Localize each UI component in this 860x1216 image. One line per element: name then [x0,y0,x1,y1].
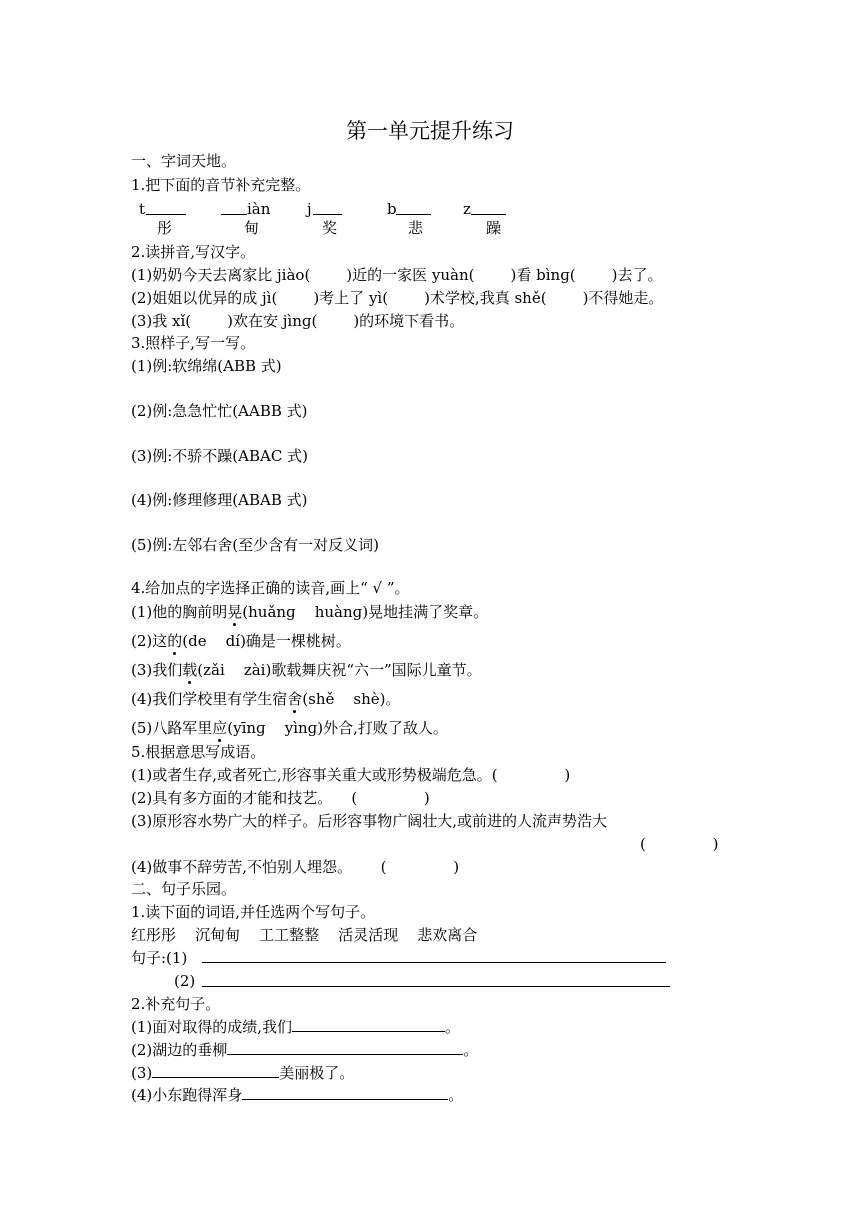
syllable-blank-5[interactable] [471,214,506,215]
q5-line-3-answer[interactable]: ( ) [640,835,719,853]
q2-line-1: (1)奶奶今天去离家比 jiào( )近的一家医 yuàn( )看 bìnɡ( )去了。 [131,266,663,284]
q3-item-5: (5)例:左邻右舍(至少含有一对反义词) [131,536,380,554]
s1-prompt: 1.读下面的词语,并任选两个写句子。 [131,903,376,921]
q3-item-4: (4)例:修理修理(ABAB 式) [131,491,308,509]
q5-line-4: (4)做事不辞劳苦,不怕别人埋怨。 ( ) [131,858,460,876]
q4-prompt: 4.给加点的字选择正确的读音,画上“ √ ”。 [131,579,410,597]
q5-prompt: 5.根据意思写成语。 [131,743,266,761]
sentence-2-line[interactable] [202,986,670,987]
char-4: 悲 [408,219,424,237]
s2-line-1: (1)面对取得的成绩,我们 。 [131,1018,461,1036]
dotted-char: 应 [212,719,228,737]
q2-line-3: (3)我 xǐ( )欢在安 jìnɡ( )的环境下看书。 [131,312,465,330]
q2-line-2: (2)姐姐以优异的成 jì( )考上了 yì( )术学校,我真 shě( )不得她走。 [131,289,664,307]
q5-line-1: (1)或者生存,或者死亡,形容事关重大或形势极端危急。( ) [131,766,571,784]
q5-line-3: (3)原形容水势广大的样子。后形容事物广阔壮大,或前进的人流声势浩大 [131,812,608,830]
syllable-2: iàn [247,200,271,218]
fill-blank[interactable] [242,1085,448,1100]
q4-line-3: (3)我们载(zǎi zài)歌载舞庆祝“六一”国际儿童节。 [131,661,482,679]
q3-item-2: (2)例:急急忙忙(AABB 式) [131,402,308,420]
q5-line-2: (2)具有多方面的才能和技艺。 ( ) [131,789,430,807]
dotted-char: 晃 [227,603,243,621]
q4-line-2: (2)这的(de dí)确是一棵桃树。 [131,632,351,650]
q1-prompt: 1.把下面的音节补充完整。 [131,176,311,194]
syllable-1: t [139,200,146,218]
char-2: 甸 [244,219,260,237]
fill-blank[interactable] [292,1017,445,1032]
syllable-5: z [463,200,471,218]
section-1-heading: 一、字词天地。 [131,152,237,170]
q4-line-1: (1)他的胸前明晃(huǎnɡ huànɡ)晃地挂满了奖章。 [131,603,489,621]
char-1: 彤 [157,219,173,237]
s2-prompt: 2.补充句子。 [131,995,221,1013]
fill-blank[interactable] [152,1063,279,1078]
page-title: 第一单元提升练习 [346,119,514,143]
char-5: 躁 [486,219,502,237]
q4-line-5: (5)八路军里应(yīnɡ yìnɡ)外合,打败了敌人。 [131,719,448,737]
s1-sentence-2-label: (2) [174,972,196,990]
s1-sentence-1-label: 句子:(1) [131,949,188,967]
fill-blank[interactable] [227,1040,463,1055]
s1-words: 红彤彤 沉甸甸 工工整整 活灵活现 悲欢离合 [131,926,478,944]
q4-line-4: (4)我们学校里有学生宿舍(shě shè)。 [131,690,401,708]
s2-line-2: (2)湖边的垂柳 。 [131,1041,479,1059]
syllable-blank-2[interactable] [221,214,247,215]
sentence-1-line[interactable] [202,962,666,963]
syllable-4: b [387,200,397,218]
q2-prompt: 2.读拼音,写汉字。 [131,243,256,261]
syllable-blank-3[interactable] [313,214,342,215]
dotted-char: 的 [167,632,183,650]
q3-item-3: (3)例:不骄不躁(ABAC 式) [131,447,308,465]
syllable-blank-4[interactable] [396,214,431,215]
q3-prompt: 3.照样子,写一写。 [131,334,256,352]
dotted-char: 舍 [287,690,303,708]
syllable-blank-1[interactable] [146,214,186,215]
dotted-char: 载 [182,661,198,679]
syllable-3: j [307,200,312,218]
s2-line-4: (4)小东跑得浑身 。 [131,1086,464,1104]
char-3: 奖 [322,219,338,237]
s2-line-3: (3) 美丽极了。 [131,1064,355,1082]
section-2-heading: 二、句子乐园。 [131,880,237,898]
q3-item-1: (1)例:软绵绵(ABB 式) [131,357,282,375]
